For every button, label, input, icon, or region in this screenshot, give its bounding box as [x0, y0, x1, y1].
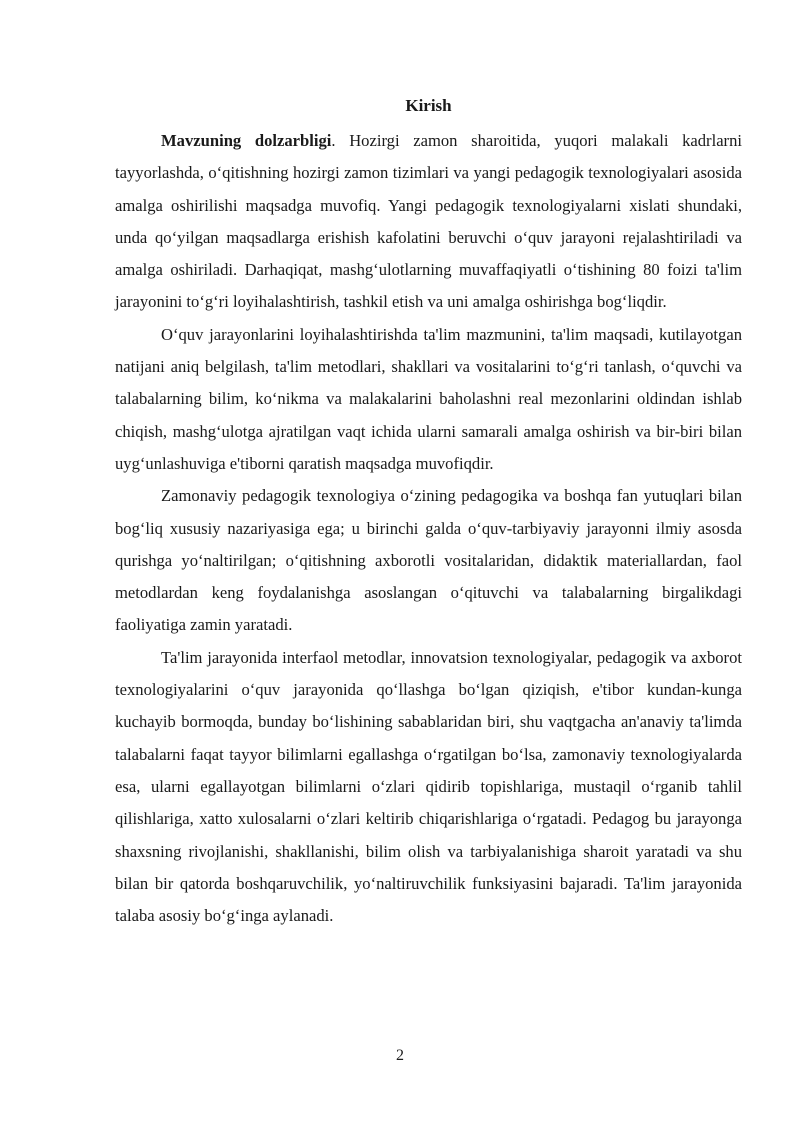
paragraph-2: O‘quv jarayonlarini loyihalashtirishda ta'lim mazmunini, ta'lim maqsadi, kutilayotgan natijani aniq belgilash, ta'lim metodlari, shakllari va vositalarini to‘g‘ri tanlash, o‘quvchi va talabalarning bilim, ko‘nikma va malakalarini baholashni real mezonlarini oldindan ishlab chiqish, mashg‘ulotga ajratilgan vaqt ichida ularni samarali amalga oshirish va bir-biri bilan uyg‘unlashuviga e'tiborni qaratish maqsadga muvofiqdir. [115, 324, 742, 473]
paragraph-1 [115, 125, 742, 319]
page-number: 2 [396, 1047, 404, 1064]
paragraph-1-lead: Mavzuning dolzarbligi [161, 131, 332, 150]
document-body [115, 125, 742, 932]
paragraph-3: Zamonaviy pedagogik texnologiya o‘zining pedagogika va boshqa fan yutuqlari bilan bog‘liq xususiy nazariyasiga ega; u birinchi galda o‘quv-tarbiyaviy jarayonni ilmiy asosda qurishga yo‘naltirilgan; o‘qitishning axborotli vositalaridan, didaktik materiallardan, faol metodlardan keng foydalanishga asoslangan o‘qituvchi va talabalarning birgalikdagi faoliyatiga zamin yaratadi. [115, 486, 742, 635]
paragraph-1-text: . Hozirgi zamon sharoitida, yuqori malakali kadrlarni tayyorlashda, o‘qitishning hozirgi zamon tizimlari va yangi pedagogik texnologiyalari asosida amalga oshirilishi maqsadga muvofiq. Yangi pedagogik texnologiyalarni xislati shundaki, unda qo‘yilgan maqsadlarga erishish kafolatini beruvchi o‘quv jarayoni rejalashtiriladi va amalga oshiriladi. Darhaqiqat, mashg‘ulotlarning muvaffaqiyatli o‘tishining 80 foizi ta'lim jarayonini to‘g‘ri loyihalashtirish, tashkil etish va uni amalga oshirishga bog‘liqdir. [115, 131, 742, 312]
page-title: Kirish [405, 96, 452, 115]
paragraph-4: Ta'lim jarayonida interfaol metodlar, innovatsion texnologiyalar, pedagogik va axborot texnologiyalarini o‘quv jarayonida qo‘llashga bo‘lgan qiziqish, e'tibor kundan-kunga kuchayib bormoqda, bunday bo‘lishining sabablaridan biri, shu vaqtgacha an'anaviy ta'limda talabalarni faqat tayyor bilimlarni egallashga o‘rgatilgan bo‘lsa, zamonaviy texnologiyalarda esa, ularni egallayotgan bilimlarni o‘zlari qidirib topishlariga, mustaqil o‘rganib tahlil qilishlariga, xatto xulosalarni o‘zlari keltirib chiqarishlariga o‘rgatadi. Pedagog bu jarayonga shaxsning rivojlanishi, shakllanishi, bilim olish va tarbiyalanishiga sharoit yaratadi va shu bilan bir qatorda boshqaruvchilik, yo‘naltiruvchilik funksiyasini bajaradi. Ta'lim jarayonida talaba asosiy bo‘g‘inga aylanadi. [115, 647, 742, 926]
